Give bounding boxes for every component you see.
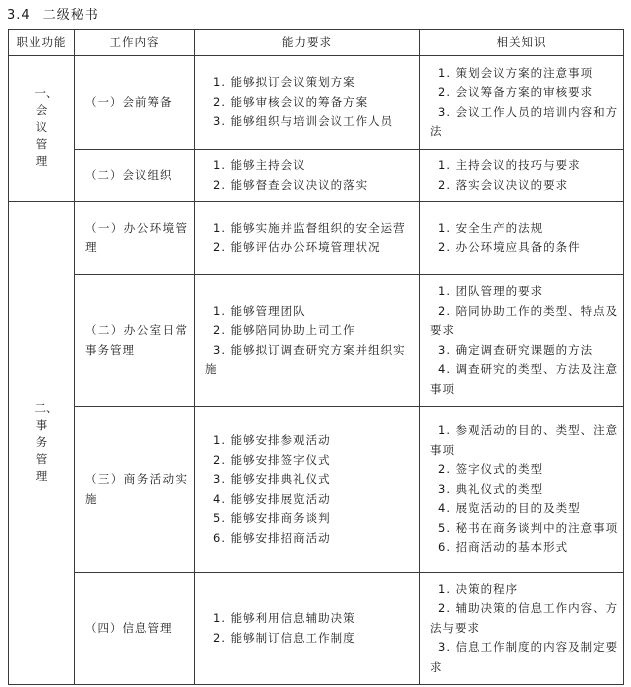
header-ability: 能力要求 xyxy=(195,30,420,56)
table-row xyxy=(9,573,624,685)
content-cell xyxy=(75,407,195,573)
table-row xyxy=(9,202,624,275)
list-item: 2. 能够审核会议的筹备方案 xyxy=(213,94,369,109)
content-cell xyxy=(75,275,195,407)
ability-cell xyxy=(195,275,420,407)
table-row xyxy=(9,56,624,150)
list-item: 3. 能够安排典礼仪式 xyxy=(213,472,331,486)
header-row xyxy=(9,30,624,56)
list-item: 2. 能够安排签字仪式 xyxy=(213,452,331,467)
list-item: 4. 能够安排展览活动 xyxy=(213,491,331,506)
list-item: 2. 落实会议决议的要求 xyxy=(438,177,569,192)
function-cell xyxy=(9,202,75,685)
ability-cell xyxy=(195,573,420,685)
section-heading xyxy=(7,4,99,23)
list-item: 2. 能够制订信息工作制度 xyxy=(213,630,356,645)
list-item: 1. 策划会议方案的注意事项 xyxy=(438,65,594,80)
content-text: （二）办公室日常事务管理 xyxy=(85,323,188,357)
knowledge-cell xyxy=(420,573,624,685)
list-item: 3. 典礼仪式的类型 xyxy=(438,481,544,496)
ability-cell xyxy=(195,150,420,202)
list-item: 2. 辅助决策的信息工作内容、方法与要求 xyxy=(430,601,619,635)
ability-cell xyxy=(195,56,420,150)
list-item: 2. 签字仪式的类型 xyxy=(438,462,544,477)
list-item: 2. 能够陪同协助上司工作 xyxy=(213,323,356,337)
table-row xyxy=(9,407,624,573)
list-item: 1. 能够实施并监督组织的安全运营 xyxy=(213,220,406,235)
list-item: 3. 能够拟订调查研究方案并组织实施 xyxy=(205,342,406,376)
function-name: 二、事务管理 xyxy=(34,400,58,483)
knowledge-cell xyxy=(420,150,624,202)
section-title: 二级秘书 xyxy=(42,8,99,23)
list-item: 4. 调查研究的类型、方法及注意事项 xyxy=(430,362,619,396)
list-item: 2. 办公环境应具备的条件 xyxy=(438,240,581,254)
ability-cell xyxy=(195,202,420,275)
function-cell xyxy=(9,56,75,202)
ability-cell xyxy=(195,407,420,573)
list-item: 1. 能够拟订会议策划方案 xyxy=(213,75,356,90)
list-item: 3. 确定调查研究课题的方法 xyxy=(438,342,594,357)
header-content: 工作内容 xyxy=(75,30,195,56)
content-text: （一）办公环境管理 xyxy=(85,220,188,254)
section-number: 3.4 xyxy=(7,8,31,23)
skills-table xyxy=(8,29,624,685)
knowledge-cell xyxy=(420,202,624,275)
list-item: 1. 团队管理的要求 xyxy=(438,284,544,298)
content-cell xyxy=(75,202,195,275)
content-text: （二）会议组织 xyxy=(85,167,173,182)
knowledge-cell xyxy=(420,56,624,150)
header-knowledge: 相关知识 xyxy=(420,30,624,56)
list-item: 2. 陪同协助工作的类型、特点及要求 xyxy=(430,303,619,337)
content-text: （一）会前筹备 xyxy=(85,94,173,109)
knowledge-cell xyxy=(420,407,624,573)
list-item: 1. 能够安排参观活动 xyxy=(213,433,331,447)
content-text: （四）信息管理 xyxy=(85,620,173,635)
list-item: 3. 能够组织与培训会议工作人员 xyxy=(213,114,394,129)
function-name: 一、会议管理 xyxy=(34,86,58,169)
content-text: （三）商务活动实施 xyxy=(85,472,188,506)
list-item: 1. 安全生产的法规 xyxy=(438,220,544,235)
table-row xyxy=(9,275,624,407)
content-cell xyxy=(75,573,195,685)
list-item: 1. 决策的程序 xyxy=(438,581,519,596)
list-item: 5. 秘书在商务谈判中的注意事项 xyxy=(438,520,619,535)
list-item: 5. 能够安排商务谈判 xyxy=(213,511,331,525)
list-item: 3. 会议工作人员的培训内容和方法 xyxy=(430,104,619,138)
content-cell xyxy=(75,150,195,202)
list-item: 1. 能够主持会议 xyxy=(213,158,306,172)
list-item: 1. 能够利用信息辅助决策 xyxy=(213,611,356,625)
list-item: 1. 能够管理团队 xyxy=(213,303,306,318)
header-function: 职业功能 xyxy=(9,30,75,56)
list-item: 2. 会议筹备方案的审核要求 xyxy=(438,85,594,99)
knowledge-cell xyxy=(420,275,624,407)
list-item: 3. 信息工作制度的内容及制定要求 xyxy=(430,640,619,674)
content-cell xyxy=(75,56,195,150)
list-item: 6. 能够安排招商活动 xyxy=(213,530,331,545)
list-item: 6. 招商活动的基本形式 xyxy=(438,540,569,555)
list-item: 2. 能够督查会议决议的落实 xyxy=(213,177,369,192)
table-row xyxy=(9,150,624,202)
list-item: 1. 主持会议的技巧与要求 xyxy=(438,158,581,172)
list-item: 1. 参观活动的目的、类型、注意事项 xyxy=(430,423,619,457)
list-item: 2. 能够评估办公环境管理状况 xyxy=(213,240,381,254)
list-item: 4. 展览活动的目的及类型 xyxy=(438,501,581,516)
